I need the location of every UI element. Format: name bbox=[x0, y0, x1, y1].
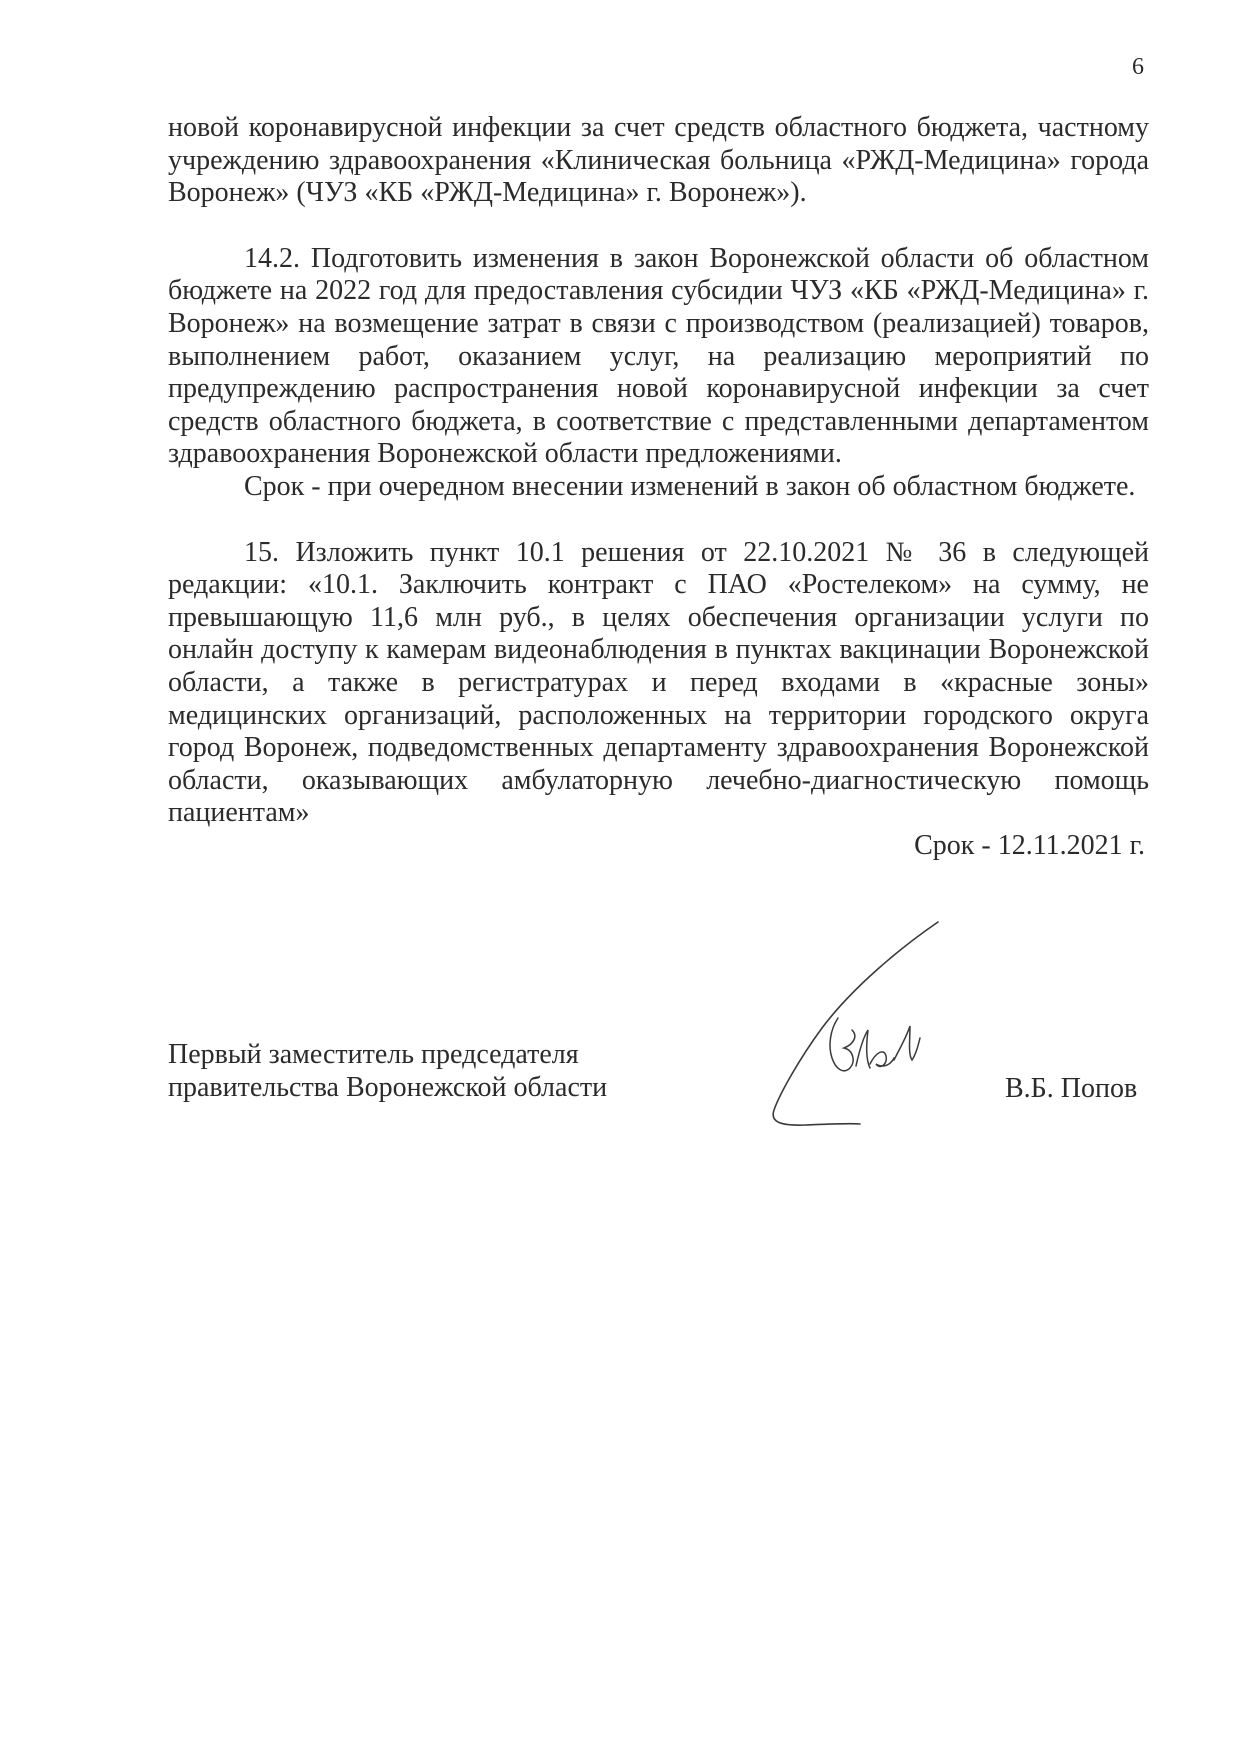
paragraph-14-2: 14.2. Подготовить изменения в закон Воронежской области об областном бюджете на 2022 год для предоставления субсидии ЧУЗ «КБ «РЖД-Медицина» г. Воронеж» на возмещение затрат в связи с производством (реализацией) товаров, выполнением работ, оказанием услуг, на реализацию мероприятий по предупреждению распространения новой коронавирусной инфекции за счет средств областного бюджета, в соответствие с представленными департаментом здравоохранения Воронежской области предложениями. bbox=[168, 242, 1149, 470]
signatory-title-line-1: Первый заместитель председателя bbox=[168, 1039, 579, 1070]
signatory-title bbox=[168, 1038, 607, 1104]
deadline-date: Срок - 12.11.2021 г. bbox=[914, 829, 1145, 861]
paragraph-deadline-budget: Срок - при очередном внесении изменений в закон об областном бюджете. bbox=[244, 470, 1136, 502]
signatory-name: В.Б. Попов bbox=[1005, 1073, 1138, 1104]
paragraph-continuation: новой коронавирусной инфекции за счет средств областного бюджета, частному учреждению здравоохранения «Клиническая больница «РЖД-Медицина» города Воронеж» (ЧУЗ «КБ «РЖД-Медицина» г. Воронеж»). bbox=[168, 112, 1149, 209]
signatory-title-line-2: правительства Воронежской области bbox=[168, 1072, 608, 1103]
paragraph-15: 15. Изложить пункт 10.1 решения от 22.10.2021 № 36 в следующей редакции: «10.1. Заключить контракт с ПАО «Ростелеком» на сумму, не превышающую 11,6 млн руб., в целях обеспечения организации услуги по онлайн доступу к камерам видеонаблюдения в пунктах вакцинации Воронежской области, а также в регистратурах и перед входами в «красные зоны» медицинских организаций, расположенных на территории городского округа город Воронеж, подведомственных департаменту здравоохранения Воронежской области, оказывающих амбулаторную лечебно-диагностическую помощь пациентам» bbox=[168, 536, 1149, 829]
handwritten-signature bbox=[760, 918, 950, 1138]
document-body bbox=[168, 112, 1149, 862]
page-number: 6 bbox=[1132, 54, 1144, 80]
